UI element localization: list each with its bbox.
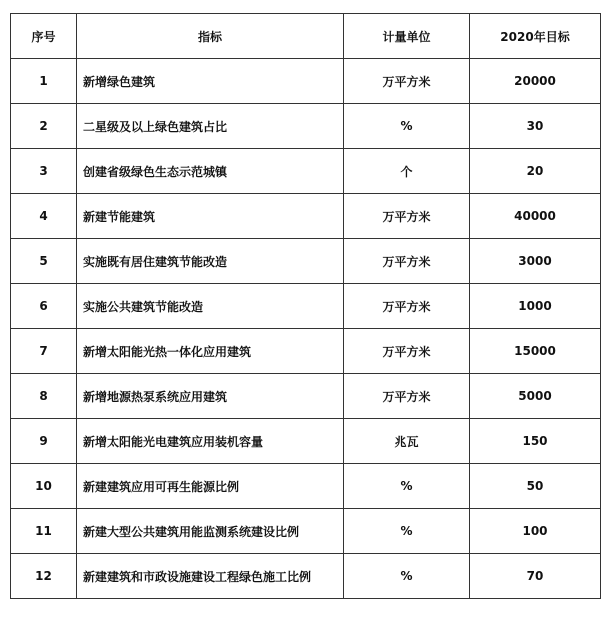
table-row — [11, 194, 601, 239]
header-target: 2020年目标 — [470, 14, 601, 59]
row-unit: 万平方米 — [344, 284, 470, 329]
row-unit: 兆瓦 — [344, 419, 470, 464]
row-indicator: 新建大型公共建筑用能监测系统建设比例 — [77, 509, 344, 554]
row-unit: 万平方米 — [344, 59, 470, 104]
row-target: 40000 — [470, 194, 601, 239]
table-row — [11, 104, 601, 149]
row-index: 8 — [11, 374, 77, 419]
row-unit: % — [344, 464, 470, 509]
row-index: 9 — [11, 419, 77, 464]
row-index: 10 — [11, 464, 77, 509]
row-indicator: 新增太阳能光电建筑应用装机容量 — [77, 419, 344, 464]
row-index: 7 — [11, 329, 77, 374]
row-target: 70 — [470, 554, 601, 599]
row-index: 1 — [11, 59, 77, 104]
row-target: 1000 — [470, 284, 601, 329]
row-unit: 个 — [344, 149, 470, 194]
row-index: 12 — [11, 554, 77, 599]
row-indicator: 实施既有居住建筑节能改造 — [77, 239, 344, 284]
row-target: 20 — [470, 149, 601, 194]
row-target: 150 — [470, 419, 601, 464]
row-target: 15000 — [470, 329, 601, 374]
table-body — [11, 59, 601, 599]
row-indicator: 二星级及以上绿色建筑占比 — [77, 104, 344, 149]
row-index: 2 — [11, 104, 77, 149]
row-indicator: 新建节能建筑 — [77, 194, 344, 239]
header-unit: 计量单位 — [344, 14, 470, 59]
row-target: 50 — [470, 464, 601, 509]
header-row — [11, 14, 601, 59]
row-indicator: 新增太阳能光热一体化应用建筑 — [77, 329, 344, 374]
table-row — [11, 329, 601, 374]
row-unit: 万平方米 — [344, 194, 470, 239]
table-header — [11, 14, 601, 59]
table-row — [11, 419, 601, 464]
table-row — [11, 554, 601, 599]
row-indicator: 新增地源热泵系统应用建筑 — [77, 374, 344, 419]
row-target: 20000 — [470, 59, 601, 104]
row-indicator: 新增绿色建筑 — [77, 59, 344, 104]
row-target: 5000 — [470, 374, 601, 419]
row-index: 11 — [11, 509, 77, 554]
row-target: 100 — [470, 509, 601, 554]
table-row — [11, 374, 601, 419]
table-row — [11, 284, 601, 329]
table-row — [11, 509, 601, 554]
row-target: 3000 — [470, 239, 601, 284]
row-indicator: 新建建筑和市政设施建设工程绿色施工比例 — [77, 554, 344, 599]
table-row — [11, 59, 601, 104]
header-indicator: 指标 — [77, 14, 344, 59]
row-indicator: 实施公共建筑节能改造 — [77, 284, 344, 329]
row-index: 6 — [11, 284, 77, 329]
row-indicator: 创建省级绿色生态示范城镇 — [77, 149, 344, 194]
row-unit: 万平方米 — [344, 329, 470, 374]
table-row — [11, 464, 601, 509]
targets-table — [10, 13, 601, 599]
row-unit: % — [344, 104, 470, 149]
row-index: 4 — [11, 194, 77, 239]
row-unit: 万平方米 — [344, 374, 470, 419]
header-index: 序号 — [11, 14, 77, 59]
row-target: 30 — [470, 104, 601, 149]
table-row — [11, 239, 601, 284]
row-index: 3 — [11, 149, 77, 194]
row-unit: % — [344, 554, 470, 599]
row-unit: 万平方米 — [344, 239, 470, 284]
row-indicator: 新建建筑应用可再生能源比例 — [77, 464, 344, 509]
row-index: 5 — [11, 239, 77, 284]
row-unit: % — [344, 509, 470, 554]
table-row — [11, 149, 601, 194]
